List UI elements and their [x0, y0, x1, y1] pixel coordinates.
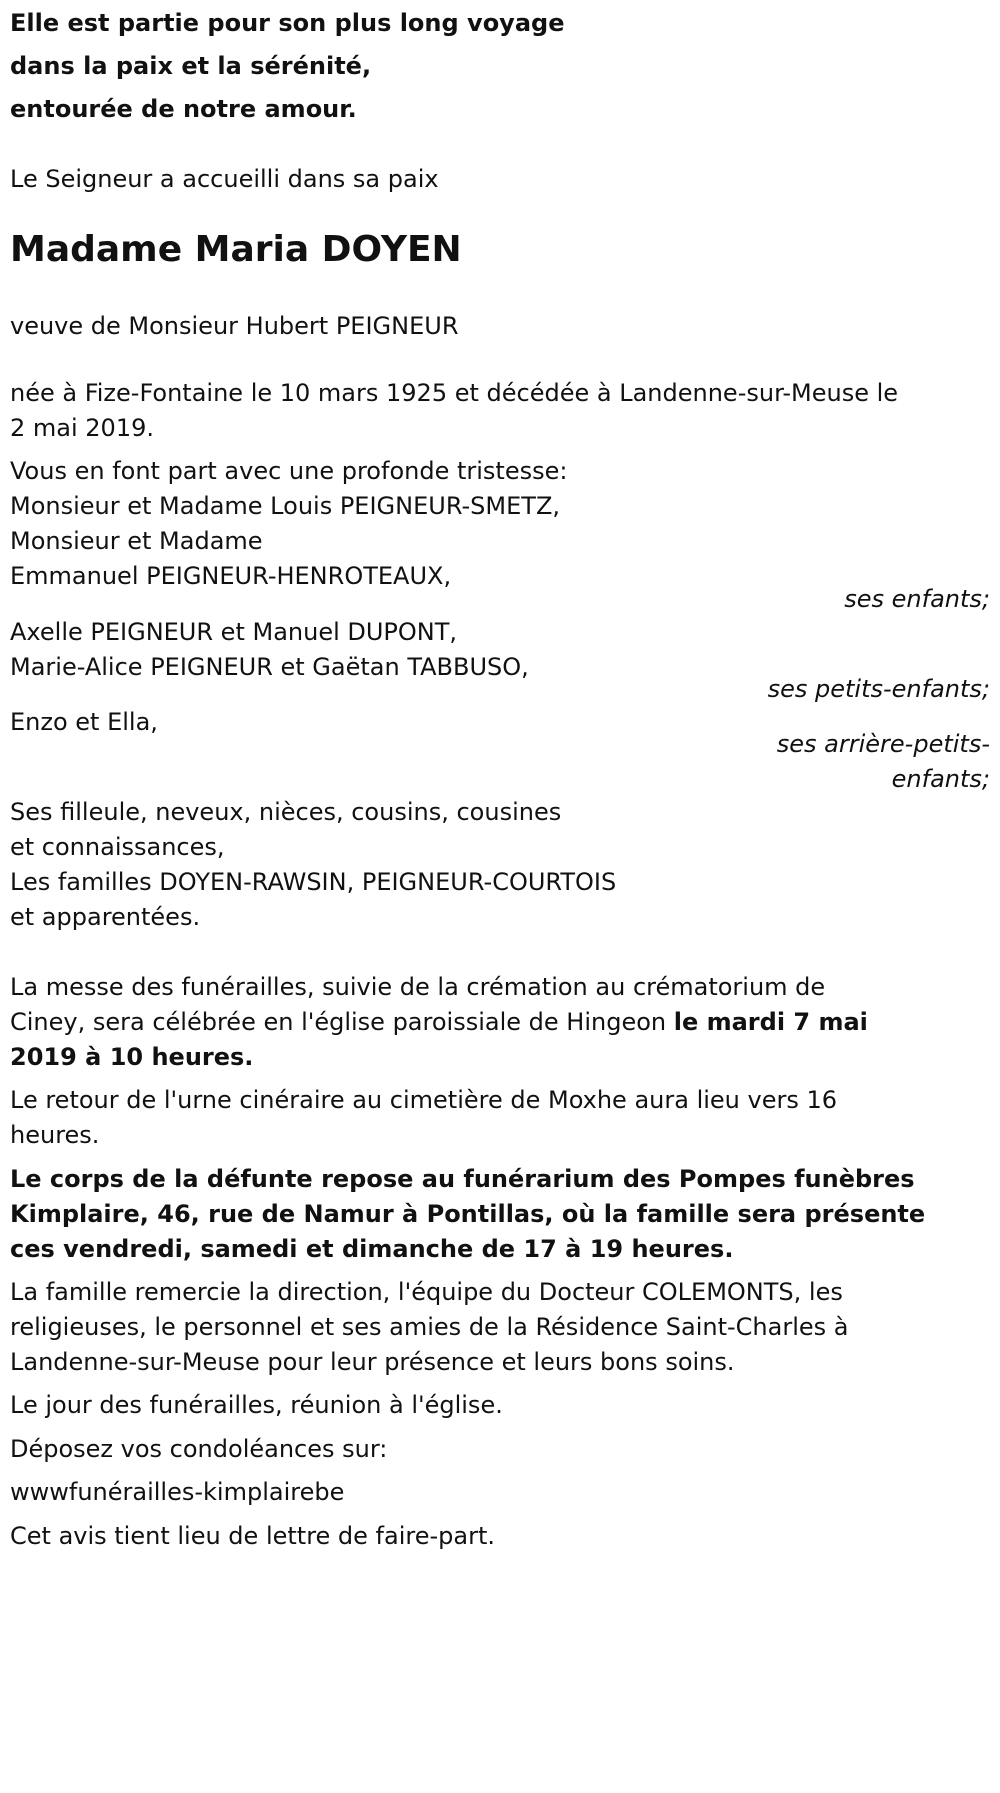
funeral-date: le mardi 7 mai: [673, 1008, 868, 1036]
funeral-line-2-text: Ciney, sera célébrée en l'église paroissiale de Hingeon: [10, 1008, 674, 1036]
thanks-line-1: La famille remercie la direction, l'équipe du Docteur COLEMONTS, les: [10, 1278, 843, 1306]
deceased-name: Madame Maria DOYEN: [10, 229, 462, 270]
thanks-block: [10, 1275, 849, 1380]
condolences-text: Déposez vos condoléances sur:: [10, 1435, 388, 1463]
great-grandchildren-line-1: Enzo et Ella,: [10, 708, 158, 736]
grandchildren-line-2: Marie-Alice PEIGNEUR et Gaëtan TABBUSO,: [10, 653, 529, 681]
great-grandchildren-role: [777, 727, 1000, 797]
children-line-2: Monsieur et Madame: [10, 527, 263, 555]
urn-line-2: heures.: [10, 1121, 100, 1149]
birth-death: [10, 376, 898, 446]
children-line-3: Emmanuel PEIGNEUR-HENROTEAUX,: [10, 562, 452, 590]
epigraph: [10, 2, 564, 131]
children-line-1: Monsieur et Madame Louis PEIGNEUR-SMETZ,: [10, 492, 561, 520]
grandchildren-line-1: Axelle PEIGNEUR et Manuel DUPONT,: [10, 618, 458, 646]
funeral-line-1: La messe des funérailles, suivie de la crémation au crématorium de: [10, 973, 826, 1001]
website-link[interactable]: wwwfunérailles-kimplairebe: [10, 1478, 345, 1506]
repose-line-1: Le corps de la défunte repose au funérarium des Pompes funèbres: [10, 1165, 915, 1193]
great-grandchildren-role-line-2: enfants;: [891, 765, 990, 793]
grandchildren-block: [10, 615, 529, 685]
urn-line-1: Le retour de l'urne cinéraire au cimetière de Moxhe aura lieu vers 16: [10, 1086, 838, 1114]
others-line-2: et connaissances,: [10, 833, 225, 861]
epigraph-line-3: entourée de notre amour.: [10, 95, 357, 123]
funeral-line-2: [10, 1005, 868, 1040]
funeral-line-3: 2019 à 10 heures.: [10, 1043, 254, 1071]
repose-block: [10, 1162, 925, 1267]
great-grandchildren-role-line-1: ses arrière-petits-: [776, 730, 990, 758]
others-line-3: Les familles DOYEN-RAWSIN, PEIGNEUR-COURTOIS: [10, 868, 617, 896]
birth-death-line-1: née à Fize-Fontaine le 10 mars 1925 et décédée à Landenne-sur-Meuse le: [10, 379, 899, 407]
meeting-text: Le jour des funérailles, réunion à l'église.: [10, 1391, 503, 1419]
widow-of: veuve de Monsieur Hubert PEIGNEUR: [10, 312, 459, 340]
children-block: [10, 489, 560, 594]
epigraph-line-2: dans la paix et la sérénité,: [10, 52, 372, 80]
birth-death-line-2: 2 mai 2019.: [10, 414, 154, 442]
grandchildren-role: ses petits-enfants;: [767, 675, 990, 703]
others-line-4: et apparentées.: [10, 903, 201, 931]
announcement: Vous en font part avec une profonde tristesse:: [10, 457, 568, 485]
thanks-line-2: religieuses, le personnel et ses amies de la Résidence Saint-Charles à: [10, 1313, 849, 1341]
epigraph-line-1: Elle est partie pour son plus long voyage: [10, 9, 565, 37]
others-block: [10, 795, 616, 935]
thanks-line-3: Landenne-sur-Meuse pour leur présence et leurs bons soins.: [10, 1348, 735, 1376]
others-line-1: Ses filleule, neveux, nièces, cousins, cousines: [10, 798, 562, 826]
funeral-block: [10, 970, 868, 1075]
repose-line-2: Kimplaire, 46, rue de Namur à Pontillas, où la famille sera présente: [10, 1200, 926, 1228]
repose-line-3: ces vendredi, samedi et dimanche de 17 à 19 heures.: [10, 1235, 734, 1263]
closing-text: Cet avis tient lieu de lettre de faire-part.: [10, 1522, 495, 1550]
intro-text: Le Seigneur a accueilli dans sa paix: [10, 165, 439, 193]
urn-block: [10, 1083, 837, 1153]
children-role: ses enfants;: [844, 585, 990, 613]
